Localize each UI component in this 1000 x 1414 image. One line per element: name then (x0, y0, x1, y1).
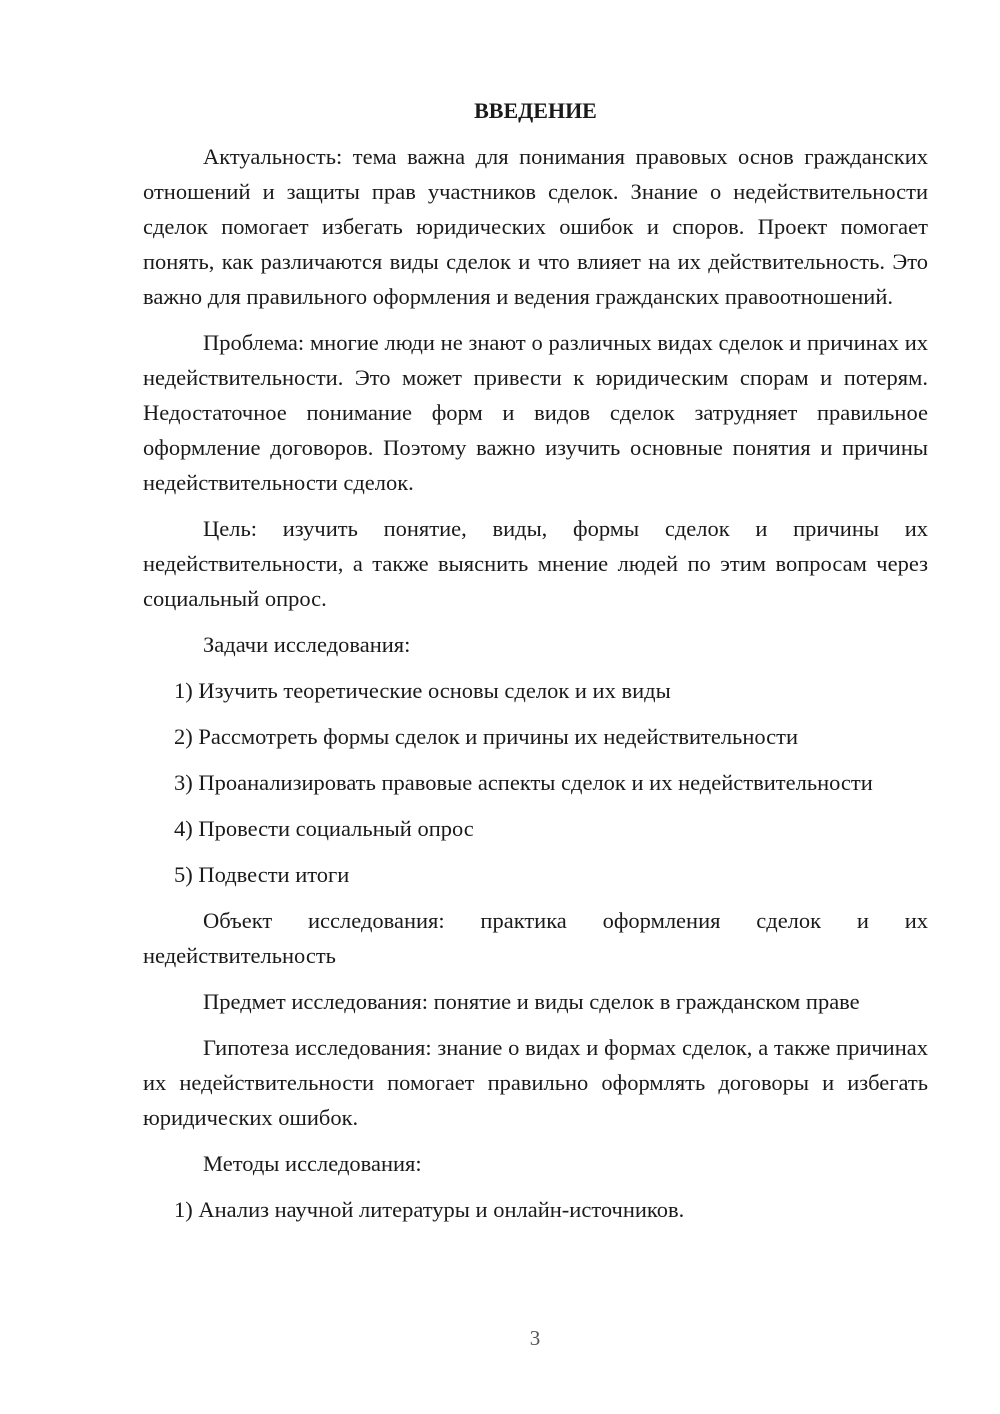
task-item-1: 1) Изучить теоретические основы сделок и их виды (174, 678, 671, 703)
problem-paragraph: Проблема: многие люди не знают о различных видах сделок и причинах их недействительности. Это может привести к юридическим спорам и потерям. Недостаточное понимание форм и видов сделок затрудняет правильное оформление договоров. Поэтому важно изучить основные понятия и причины недействительности сделок. (143, 330, 928, 495)
relevance-paragraph: Актуальность: тема важна для понимания правовых основ гражданских отношений и защиты прав участников сделок. Знание о недействительности сделок помогает избегать юридических ошибок и споров. Проект помогает понять, как различаются виды сделок и что влияет на их действительность. Это важно для правильного оформления и ведения гражданских правоотношений. (143, 144, 928, 309)
task-item-3: 3) Проанализировать правовые аспекты сделок и их недействительности (174, 770, 873, 795)
section-title: ВВЕДЕНИЕ (474, 98, 597, 123)
task-item-2: 2) Рассмотреть формы сделок и причины их недействительности (174, 724, 799, 749)
task-item-5: 5) Подвести итоги (174, 862, 350, 887)
page-number: 3 (529, 1326, 541, 1350)
methods-heading: Методы исследования: (203, 1151, 422, 1176)
document-page (143, 96, 928, 1238)
tasks-heading: Задачи исследования: (203, 632, 411, 657)
goal-paragraph: Цель: изучить понятие, виды, формы сделок и причины их недействительности, а также выяснить мнение людей по этим вопросам через социальный опрос. (143, 516, 928, 611)
hypothesis-paragraph: Гипотеза исследования: знание о видах и формах сделок, а также причинах их недействительности помогает правильно оформлять договоры и избегать юридических ошибок. (143, 1035, 928, 1130)
method-item-1: 1) Анализ научной литературы и онлайн-источников. (174, 1197, 685, 1222)
task-item-4: 4) Провести социальный опрос (174, 816, 474, 841)
subject-paragraph: Предмет исследования: понятие и виды сделок в гражданском праве (203, 989, 860, 1014)
object-paragraph: Объект исследования: практика оформления сделок и их недействительность (143, 908, 928, 968)
